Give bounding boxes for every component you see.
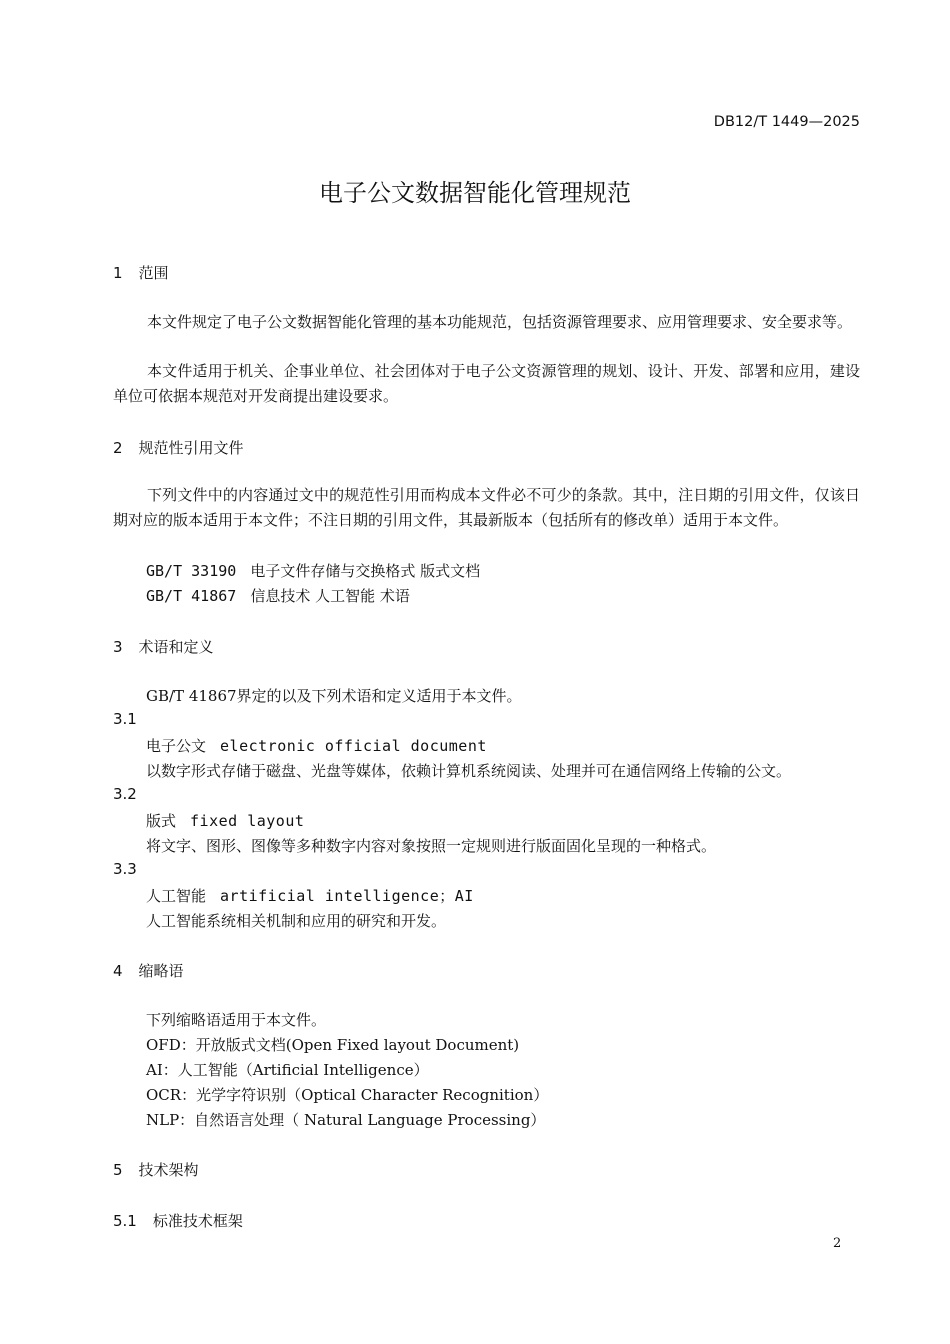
term-en: fixed layout xyxy=(190,812,305,830)
section-number: 5.1 xyxy=(113,1212,137,1230)
term-number: 3.3 xyxy=(113,860,137,878)
section-5-1-heading xyxy=(113,1210,243,1231)
term-entry xyxy=(146,735,487,756)
abbreviation-item: OCR：光学字符识别（Optical Character Recognition） xyxy=(146,1086,549,1104)
term-definition: 以数字形式存储于磁盘、光盘等媒体，依赖计算机系统阅读、处理并可在通信网络上传输的公文。 xyxy=(146,762,792,780)
reference-name: 信息技术 人工智能 术语 xyxy=(250,587,410,605)
section-number: 1 xyxy=(113,264,123,282)
term-definition: 将文字、图形、图像等多种数字内容对象按照一定规则进行版面固化呈现的一种格式。 xyxy=(146,837,717,855)
section-title: 规范性引用文件 xyxy=(138,439,244,457)
term-number: 3.2 xyxy=(113,785,137,803)
section-3-heading xyxy=(113,636,214,657)
abbreviation-item: NLP：自然语言处理（ Natural Language Processing） xyxy=(146,1111,546,1129)
section-title: 范围 xyxy=(138,264,169,282)
scope-paragraph-1: 本文件规定了电子公文数据智能化管理的基本功能规范，包括资源管理要求、应用管理要求、安全要求等。 xyxy=(147,313,853,331)
section-number: 4 xyxy=(113,962,123,980)
section-2-heading xyxy=(113,437,244,458)
section-number: 2 xyxy=(113,439,123,457)
document-title: 电子公文数据智能化管理规范 xyxy=(319,179,631,207)
standard-number: DB12/T 1449—2025 xyxy=(713,114,860,130)
section-title: 技术架构 xyxy=(138,1161,199,1179)
terms-intro: GB/T 41867界定的以及下列术语和定义适用于本文件。 xyxy=(146,687,522,705)
scope-paragraph-2: 本文件适用于机关、企事业单位、社会团体对于电子公文资源管理的规划、设计、开发、部署和应用，建设单位可依据本规范对开发商提出建设要求。 xyxy=(113,362,860,405)
section-title: 术语和定义 xyxy=(138,638,214,656)
reference-code: GB/T 33190 xyxy=(146,562,237,580)
term-entry xyxy=(146,810,304,831)
term-zh: 版式 xyxy=(146,812,177,830)
section-5-heading xyxy=(113,1159,199,1180)
abbreviations-intro: 下列缩略语适用于本文件。 xyxy=(146,1011,327,1029)
reference-code: GB/T 41867 xyxy=(146,587,237,605)
term-en: electronic official document xyxy=(220,737,487,755)
section-title: 标准技术框架 xyxy=(152,1212,243,1230)
normative-references-paragraph: 下列文件中的内容通过文中的规范性引用而构成本文件必不可少的条款。其中，注日期的引用文件，仅该日期对应的版本适用于本文件；不注日期的引用文件，其最新版本（包括所有的修改单）适用于本文件。 xyxy=(113,486,860,529)
term-en: artificial intelligence；AI xyxy=(220,887,474,905)
reference-item xyxy=(146,585,410,606)
section-number: 3 xyxy=(113,638,123,656)
term-zh: 电子公文 xyxy=(146,737,207,755)
abbreviation-item: OFD：开放版式文档(Open Fixed layout Document) xyxy=(146,1036,520,1054)
section-4-heading xyxy=(113,960,184,981)
term-number: 3.1 xyxy=(113,710,137,728)
term-zh: 人工智能 xyxy=(146,887,207,905)
term-definition: 人工智能系统相关机制和应用的研究和开发。 xyxy=(146,912,447,930)
section-1-heading xyxy=(113,262,169,283)
reference-item xyxy=(146,560,480,581)
abbreviation-item: AI：人工智能（Artificial Intelligence） xyxy=(146,1061,429,1079)
term-entry xyxy=(146,885,474,906)
section-number: 5 xyxy=(113,1161,123,1179)
page-number: 2 xyxy=(833,1236,842,1251)
reference-name: 电子文件存储与交换格式 版式文档 xyxy=(250,562,481,580)
section-title: 缩略语 xyxy=(138,962,184,980)
